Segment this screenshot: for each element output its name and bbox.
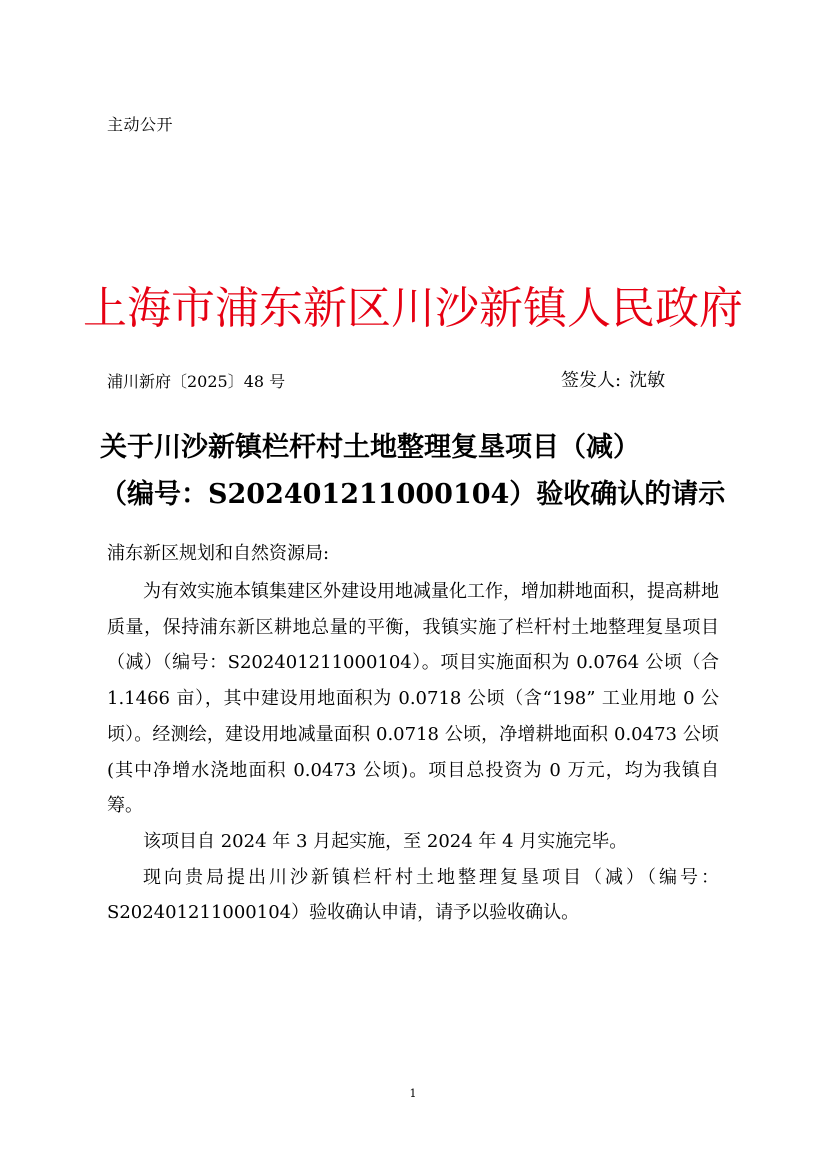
document-subject <box>100 424 740 518</box>
issuer-title: 上海市浦东新区川沙新镇人民政府 <box>83 283 743 334</box>
document-number: 浦川新府〔2025〕48 号 <box>107 372 286 391</box>
body-paragraph-3: 现向贵局提出川沙新镇栏杆村土地整理复垦项目（减）（编号：S202401211000104）验收确认申请，请予以验收确认。 <box>107 866 719 924</box>
signer-label: 签发人: <box>561 370 622 391</box>
body-paragraph-2: 该项目自 2024 年 3 月起实施，至 2024 年 4 月实施完毕。 <box>143 830 628 852</box>
signer-block <box>561 368 665 394</box>
body-paragraph-1: 为有效实施本镇集建区外建设用地减量化工作，增加耕地面积，提高耕地质量，保持浦东新区耕地总量的平衡，我镇实施了栏杆村土地整理复垦项目（减）（编号：S202401211000104）。项目实施面积为 0.0764 公顷（合 1.1466 亩），其中建设用地面积为 0.0718 公顷（含“198” 工业用地 0 公顷）。经测绘，建设用地减量面积 0.0718 公顷，净增耕地面积 0.0473 公顷(其中净增水浇地面积 0.0473 公顷)。项目总投资为 0 万元，均为我镇自筹。 <box>107 581 719 817</box>
page-number: 1 <box>409 1087 417 1100</box>
subject-line-2: （编号：S202401211000104）验收确认的请示 <box>100 479 726 510</box>
addressee: 浦东新区规划和自然资源局: <box>107 543 330 564</box>
signer-name: 沈敏 <box>629 370 666 391</box>
disclosure-label: 主动公开 <box>107 115 174 134</box>
subject-line-1: 关于川沙新镇栏杆村土地整理复垦项目（减） <box>100 432 640 463</box>
document-body <box>107 574 719 931</box>
